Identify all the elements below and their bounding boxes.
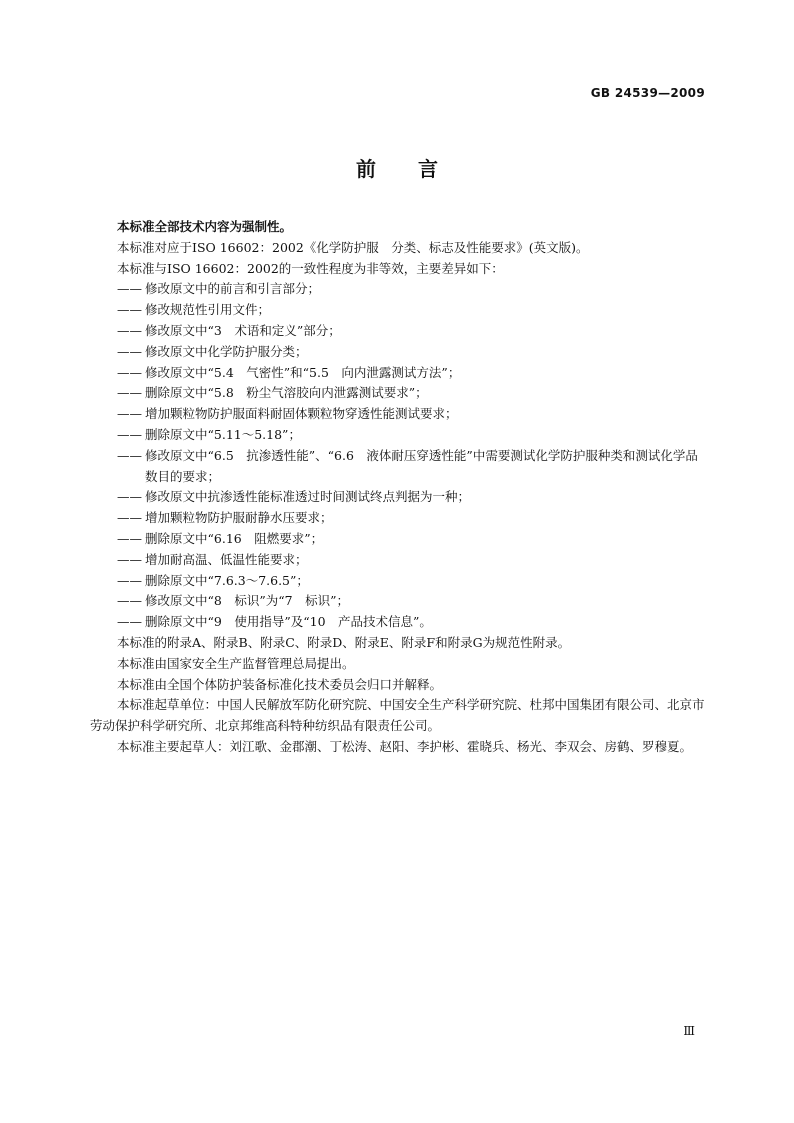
standard-number: GB 24539—2009 (590, 86, 705, 100)
dash-bullet: —— (117, 593, 142, 609)
list-item-text: 修改规范性引用文件； (145, 302, 271, 318)
list-item-text: 修改原文中“3 术语和定义”部分； (145, 322, 341, 338)
annex-statement: 本标准的附录A、附录B、附录C、附录D、附录E、附录F和附录G为规范性附录。 (117, 634, 571, 650)
dash-bullet: —— (117, 364, 142, 380)
dash-bullet: —— (117, 406, 142, 422)
mandatory-statement: 本标准全部技术内容为强制性。 (117, 219, 293, 234)
dash-bullet: —— (117, 322, 142, 338)
list-item (90, 446, 707, 488)
list-item-text: 删除原文中“7.6.3～7.6.5”； (145, 572, 309, 588)
list-item (90, 321, 707, 342)
list-item-text: 删除原文中“5.11～5.18”； (145, 426, 301, 442)
list-item-text: 修改原文中“8 标识”为“7 标识”； (145, 593, 349, 609)
page-title: 前言 (356, 157, 480, 181)
committee-statement: 本标准由全国个体防护装备标准化技术委员会归口并解释。 (117, 676, 443, 692)
list-item (90, 508, 707, 529)
list-item-text: 修改原文中“5.4 气密性”和“5.5 向内泄露测试方法”； (145, 364, 461, 380)
consistency-statement: 本标准与ISO 16602：2002的一致性程度为非等效，主要差异如下： (117, 260, 504, 276)
drafters-statement: 本标准主要起草人：刘江歌、金郡潮、丁松涛、赵阳、李护彬、霍晓兵、杨光、李双会、房鹤、罗穆夏。 (117, 738, 693, 754)
dash-bullet: —— (117, 614, 142, 630)
dash-bullet: —— (117, 281, 142, 297)
list-item (90, 383, 707, 404)
dash-bullet: —— (117, 489, 142, 505)
proposer-statement: 本标准由国家安全生产监督管理总局提出。 (117, 655, 355, 671)
list-item (90, 279, 707, 300)
list-item (90, 487, 707, 508)
list-item-text: 删除原文中“5.8 粉尘气溶胶向内泄露测试要求”； (145, 385, 428, 401)
list-item (90, 529, 707, 550)
dash-bullet: —— (117, 447, 142, 463)
list-item-text: 修改原文中“6.5 抗渗透性能”、“6.6 液体耐压穿透性能”中需要测试化学防护服种类和测试化学品数目的要求； (145, 447, 698, 484)
list-item-text: 增加耐高温、低温性能要求； (145, 551, 308, 567)
list-item (90, 404, 707, 425)
dash-bullet: —— (117, 572, 142, 588)
list-item (90, 300, 707, 321)
list-item-text: 增加颗粒物防护服面料耐固体颗粒物穿透性能测试要求； (145, 406, 458, 422)
list-item (90, 591, 707, 612)
list-item (90, 342, 707, 363)
list-item (90, 363, 707, 384)
list-item-text: 修改原文中的前言和引言部分； (145, 281, 321, 297)
list-item-text: 删除原文中“6.16 阻燃要求”； (145, 530, 324, 546)
differences-list (90, 279, 707, 633)
dash-bullet: —— (117, 343, 142, 359)
dash-bullet: —— (117, 530, 142, 546)
dash-bullet: —— (117, 426, 142, 442)
page-number: Ⅲ (683, 1024, 695, 1038)
dash-bullet: —— (117, 302, 142, 318)
list-item-text: 修改原文中化学防护服分类； (145, 343, 308, 359)
correspondence-statement: 本标准对应于ISO 16602：2002《化学防护服 分类、标志及性能要求》(英文版)。 (117, 239, 589, 255)
drafting-units-statement: 本标准起草单位：中国人民解放军防化研究院、中国安全生产科学研究院、杜邦中国集团有限公司、北京市劳动保护科学研究所、北京邦维高科特种纺织品有限责任公司。 (90, 697, 705, 734)
list-item (90, 425, 707, 446)
dash-bullet: —— (117, 551, 142, 567)
list-item (90, 571, 707, 592)
list-item-text: 修改原文中抗渗透性能标准透过时间测试终点判据为一种； (145, 489, 471, 505)
list-item (90, 550, 707, 571)
list-item (90, 612, 707, 633)
list-item-text: 删除原文中“9 使用指导”及“10 产品技术信息”。 (145, 614, 432, 630)
foreword-body (90, 217, 707, 758)
dash-bullet: —— (117, 385, 142, 401)
dash-bullet: —— (117, 510, 142, 526)
list-item-text: 增加颗粒物防护服耐静水压要求； (145, 510, 333, 526)
